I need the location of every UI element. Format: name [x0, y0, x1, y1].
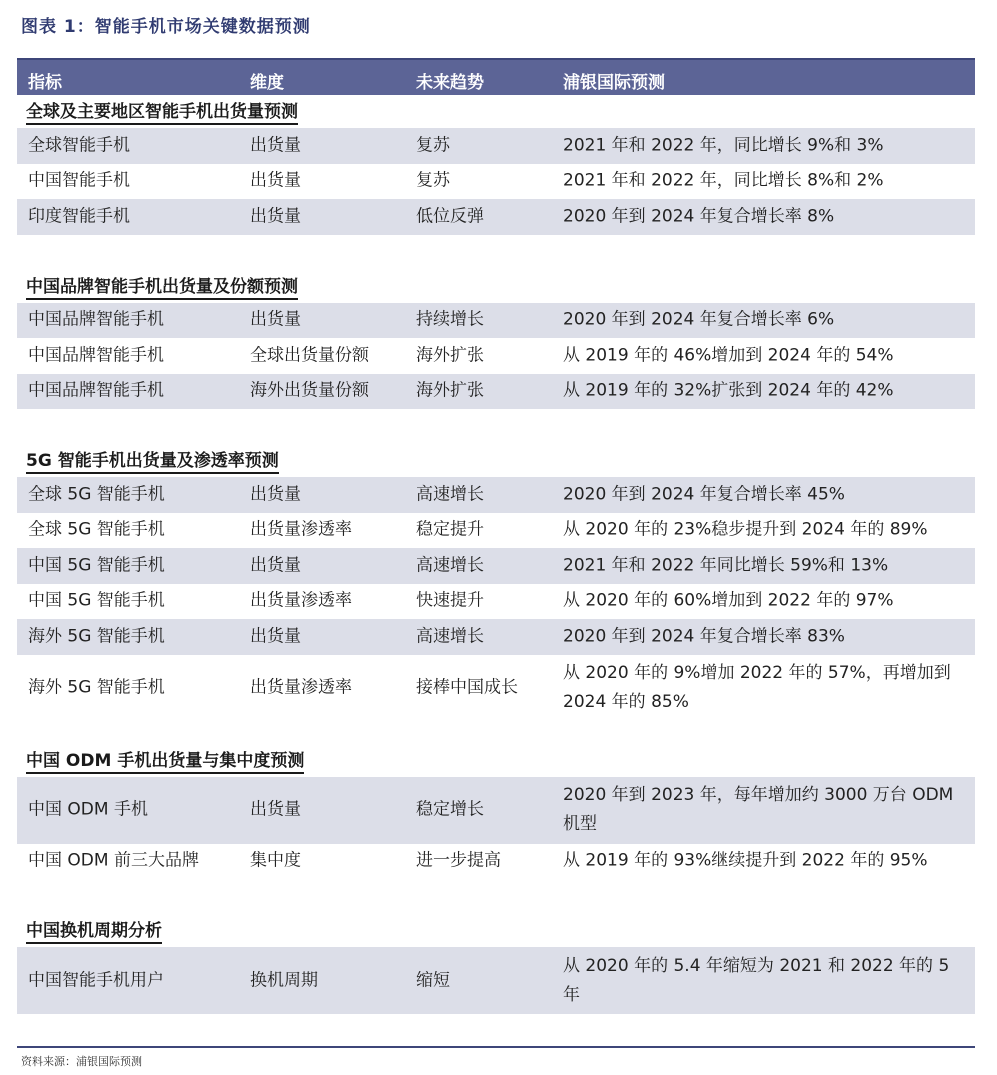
- cell-dimension: 出货量: [250, 484, 301, 505]
- cell-trend: 持续增长: [416, 309, 484, 330]
- table-row: [17, 128, 975, 164]
- cell-trend: 接棒中国成长: [416, 677, 518, 698]
- cell-indicator: 中国 ODM 前三大品牌: [28, 850, 199, 871]
- cell-trend: 海外扩张: [416, 380, 484, 401]
- table-row: [17, 374, 975, 410]
- cell-trend: 低位反弹: [416, 206, 484, 227]
- forecast-table: [17, 58, 975, 1014]
- cell-indicator: 中国品牌智能手机: [28, 345, 164, 366]
- cell-trend: 高速增长: [416, 626, 484, 647]
- section-title: 全球及主要地区智能手机出货量预测: [17, 95, 975, 128]
- cell-trend: 复苏: [416, 170, 450, 191]
- cell-indicator: 海外 5G 智能手机: [28, 626, 165, 647]
- table-row: [17, 947, 975, 1014]
- table-row: [17, 199, 975, 235]
- cell-trend: 海外扩张: [416, 345, 484, 366]
- cell-forecast: 从 2020 年的 60%增加到 2022 年的 97%: [563, 590, 894, 611]
- header-dimension: 维度: [250, 73, 284, 93]
- cell-trend: 高速增长: [416, 484, 484, 505]
- cell-dimension: 全球出货量份额: [250, 345, 369, 366]
- cell-indicator: 全球 5G 智能手机: [28, 519, 165, 540]
- table-row: [17, 548, 975, 584]
- header-indicator: 指标: [28, 73, 62, 93]
- cell-indicator: 全球智能手机: [28, 135, 130, 156]
- table-row: [17, 303, 975, 339]
- header-forecast: 浦银国际预测: [563, 73, 665, 93]
- cell-trend: 稳定增长: [416, 799, 484, 820]
- cell-dimension: 出货量: [250, 206, 301, 227]
- table-row: [17, 844, 975, 880]
- cell-dimension: 出货量: [250, 135, 301, 156]
- cell-dimension: 出货量: [250, 626, 301, 647]
- cell-trend: 缩短: [416, 970, 450, 990]
- cell-dimension: 出货量: [250, 309, 301, 330]
- cell-forecast: 2021 年和 2022 年，同比增长 9%和 3%: [563, 135, 884, 156]
- cell-indicator: 中国品牌智能手机: [28, 309, 164, 330]
- cell-indicator: 中国智能手机用户: [28, 970, 164, 990]
- cell-forecast: 2020 年到 2024 年复合增长率 45%: [563, 484, 845, 505]
- section-title: 中国品牌智能手机出货量及份额预测: [17, 270, 975, 303]
- cell-dimension: 集中度: [250, 850, 301, 871]
- section-title: 5G 智能手机出货量及渗透率预测: [17, 444, 975, 477]
- cell-dimension: 出货量渗透率: [250, 519, 352, 540]
- header-trend: 未来趋势: [416, 73, 484, 93]
- bottom-rule: [17, 1046, 975, 1048]
- section-title: 中国换机周期分析: [17, 914, 975, 947]
- cell-dimension: 出货量渗透率: [250, 590, 352, 611]
- cell-forecast: 从 2019 年的 93%继续提升到 2022 年的 95%: [563, 850, 928, 871]
- cell-dimension: 出货量渗透率: [250, 677, 352, 698]
- table-row: [17, 655, 975, 722]
- cell-dimension: 出货量: [250, 799, 301, 820]
- cell-dimension: 换机周期: [250, 970, 318, 990]
- cell-indicator: 中国 5G 智能手机: [28, 590, 165, 611]
- cell-indicator: 中国 ODM 手机: [28, 799, 148, 820]
- table-row: [17, 338, 975, 374]
- cell-forecast: 2020 年到 2023 年，每年增加约 3000 万台 ODM 机型: [563, 785, 954, 834]
- cell-forecast: 2021 年和 2022 年，同比增长 8%和 2%: [563, 170, 884, 191]
- cell-trend: 快速提升: [416, 590, 484, 611]
- cell-forecast: 2020 年到 2024 年复合增长率 8%: [563, 206, 835, 227]
- source-note: 资料来源：浦银国际预测: [21, 1055, 142, 1068]
- cell-dimension: 海外出货量份额: [250, 380, 369, 401]
- cell-forecast: 2021 年和 2022 年同比增长 59%和 13%: [563, 555, 889, 576]
- table-row: [17, 619, 975, 655]
- cell-indicator: 中国智能手机: [28, 170, 130, 191]
- cell-forecast: 从 2020 年的 5.4 年缩短为 2021 和 2022 年的 5 年: [563, 955, 950, 1005]
- cell-forecast: 从 2020 年的 23%稳步提升到 2024 年的 89%: [563, 519, 928, 540]
- cell-indicator: 中国品牌智能手机: [28, 380, 164, 401]
- table-row: [17, 584, 975, 620]
- cell-forecast: 从 2020 年的 9%增加 2022 年的 57%，再增加到 2024 年的 85%: [563, 663, 951, 712]
- section-title: 中国 ODM 手机出货量与集中度预测: [17, 744, 975, 777]
- cell-trend: 进一步提高: [416, 850, 501, 871]
- cell-indicator: 印度智能手机: [28, 206, 130, 227]
- cell-trend: 稳定提升: [416, 519, 484, 540]
- cell-dimension: 出货量: [250, 555, 301, 576]
- table-header: [17, 58, 975, 95]
- cell-indicator: 海外 5G 智能手机: [28, 677, 165, 698]
- cell-forecast: 2020 年到 2024 年复合增长率 6%: [563, 309, 835, 330]
- table-row: [17, 477, 975, 513]
- table-row: [17, 513, 975, 549]
- cell-indicator: 全球 5G 智能手机: [28, 484, 165, 505]
- cell-trend: 高速增长: [416, 555, 484, 576]
- cell-forecast: 从 2019 年的 32%扩张到 2024 年的 42%: [563, 380, 894, 401]
- table-row: [17, 164, 975, 200]
- cell-indicator: 中国 5G 智能手机: [28, 555, 165, 576]
- cell-forecast: 2020 年到 2024 年复合增长率 83%: [563, 626, 845, 647]
- figure-title: 图表 1：智能手机市场关键数据预测: [21, 17, 311, 37]
- cell-dimension: 出货量: [250, 170, 301, 191]
- cell-trend: 复苏: [416, 135, 450, 156]
- cell-forecast: 从 2019 年的 46%增加到 2024 年的 54%: [563, 345, 894, 366]
- table-row: [17, 777, 975, 844]
